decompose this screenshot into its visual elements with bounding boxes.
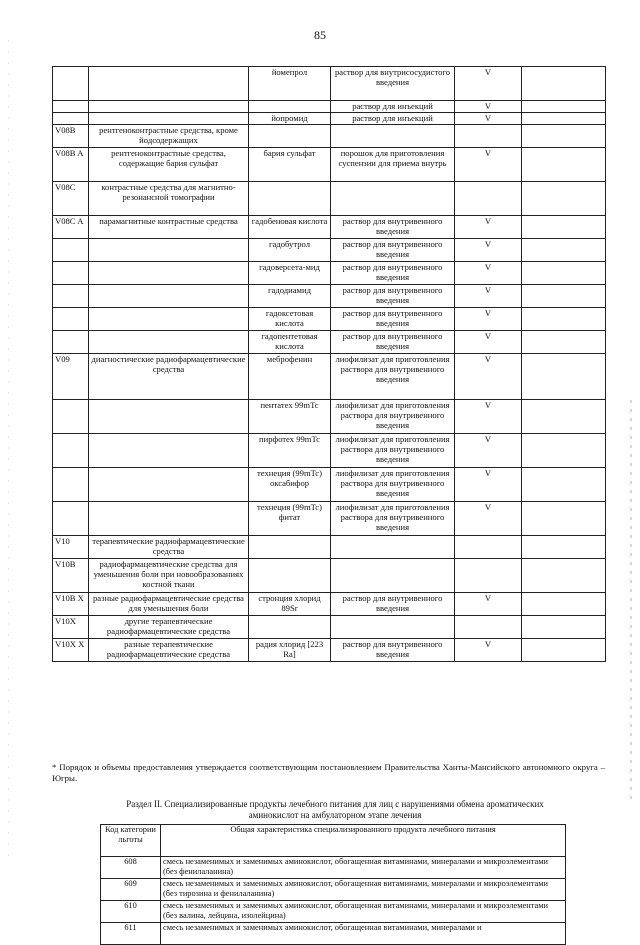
drug-name-cell: гадобеновая кислота bbox=[249, 216, 331, 239]
dosage-form-cell: раствор для инъекций bbox=[331, 113, 455, 125]
mark-cell: V bbox=[455, 593, 522, 616]
dosage-form-cell: порошок для приготовления суспензии для приема внутрь bbox=[331, 148, 455, 182]
dosage-form-cell bbox=[331, 559, 455, 593]
mark-cell: V bbox=[455, 468, 522, 502]
extra-cell bbox=[522, 639, 606, 662]
product-description-cell: смесь незаменимых и заменимых аминокислот, обогащенная витаминами, минералами и микроэлементами (без фенилаланина) bbox=[161, 857, 566, 879]
table-row bbox=[53, 593, 606, 616]
dosage-form-cell: раствор для внутривенного введения bbox=[331, 216, 455, 239]
extra-cell bbox=[522, 308, 606, 331]
group-name-cell: рентгеноконтрастные средства, кроме йодсодержащих bbox=[89, 125, 249, 148]
mark-cell: V bbox=[455, 67, 522, 101]
table-row bbox=[53, 559, 606, 593]
group-name-cell: разные терапевтические радиофармацевтические средства bbox=[89, 639, 249, 662]
mark-cell bbox=[455, 616, 522, 639]
mark-cell: V bbox=[455, 285, 522, 308]
mark-cell bbox=[455, 559, 522, 593]
drug-name-cell: йопромид bbox=[249, 113, 331, 125]
dosage-form-cell: раствор для внутривенного введения bbox=[331, 285, 455, 308]
atc-code-cell bbox=[53, 101, 89, 113]
mark-cell: V bbox=[455, 216, 522, 239]
table-row bbox=[53, 101, 606, 113]
table-row bbox=[53, 182, 606, 216]
product-description-cell: смесь незаменимых и заменимых аминокислот, обогащенная витаминами, минералами и микроэлементами (без валина, лейцина, изолейцина) bbox=[161, 901, 566, 923]
category-code-cell: 608 bbox=[101, 857, 161, 879]
dosage-form-cell: лиофилизат для приготовления раствора для внутривенного введения bbox=[331, 354, 455, 400]
dosage-form-cell: раствор для внутрисосудистого введения bbox=[331, 67, 455, 101]
header-description: Общая характеристика специализированного продукта лечебного питания bbox=[161, 825, 566, 857]
page-number: 85 bbox=[314, 28, 326, 42]
extra-cell bbox=[522, 285, 606, 308]
extra-cell bbox=[522, 400, 606, 434]
group-name-cell bbox=[89, 113, 249, 125]
table-row bbox=[53, 434, 606, 468]
extra-cell bbox=[522, 536, 606, 559]
dosage-form-cell: раствор для внутривенного введения bbox=[331, 593, 455, 616]
drug-name-cell: технеция (99mTc) фитат bbox=[249, 502, 331, 536]
atc-code-cell: V08B bbox=[53, 125, 89, 148]
mark-cell bbox=[455, 182, 522, 216]
table-row bbox=[53, 148, 606, 182]
atc-code-cell bbox=[53, 262, 89, 285]
mark-cell: V bbox=[455, 639, 522, 662]
extra-cell bbox=[522, 182, 606, 216]
group-name-cell: другие терапевтические радиофармацевтические средства bbox=[89, 616, 249, 639]
table-row bbox=[101, 857, 566, 879]
atc-code-cell bbox=[53, 308, 89, 331]
dosage-form-cell: раствор для внутривенного введения bbox=[331, 308, 455, 331]
extra-cell bbox=[522, 434, 606, 468]
table-row bbox=[101, 923, 566, 945]
scan-edge-right bbox=[630, 400, 632, 800]
mark-cell: V bbox=[455, 148, 522, 182]
group-name-cell bbox=[89, 308, 249, 331]
dosage-form-cell: лиофилизат для приготовления раствора для внутривенного введения bbox=[331, 400, 455, 434]
extra-cell bbox=[522, 67, 606, 101]
table-row bbox=[53, 308, 606, 331]
dosage-form-cell: раствор для инъекций bbox=[331, 101, 455, 113]
drug-name-cell: бария сульфат bbox=[249, 148, 331, 182]
drug-name-cell: гадодиамид bbox=[249, 285, 331, 308]
group-name-cell bbox=[89, 468, 249, 502]
drug-name-cell: технеция (99mTc) оксабифор bbox=[249, 468, 331, 502]
mark-cell: V bbox=[455, 101, 522, 113]
group-name-cell bbox=[89, 331, 249, 354]
group-name-cell bbox=[89, 502, 249, 536]
table-row bbox=[53, 216, 606, 239]
extra-cell bbox=[522, 468, 606, 502]
group-name-cell: терапевтические радиофармацевтические средства bbox=[89, 536, 249, 559]
extra-cell bbox=[522, 559, 606, 593]
atc-code-cell bbox=[53, 468, 89, 502]
table-row bbox=[53, 639, 606, 662]
dosage-form-cell: раствор для внутривенного введения bbox=[331, 262, 455, 285]
table-row bbox=[53, 331, 606, 354]
dosage-form-cell: лиофилизат для приготовления раствора для внутривенного введения bbox=[331, 434, 455, 468]
table-row bbox=[53, 285, 606, 308]
drug-name-cell: гадоверсета-мид bbox=[249, 262, 331, 285]
table-row bbox=[101, 901, 566, 923]
atc-code-cell: V10B X bbox=[53, 593, 89, 616]
atc-code-cell bbox=[53, 434, 89, 468]
extra-cell bbox=[522, 148, 606, 182]
group-name-cell bbox=[89, 239, 249, 262]
group-name-cell bbox=[89, 434, 249, 468]
food-table-header bbox=[101, 825, 566, 857]
drug-name-cell: гадоксетовая кислота bbox=[249, 308, 331, 331]
drug-name-cell: радия хлорид [223 Ra] bbox=[249, 639, 331, 662]
extra-cell bbox=[522, 125, 606, 148]
group-name-cell bbox=[89, 400, 249, 434]
dosage-form-cell bbox=[331, 125, 455, 148]
atc-code-cell bbox=[53, 400, 89, 434]
drug-name-cell bbox=[249, 559, 331, 593]
atc-code-cell bbox=[53, 331, 89, 354]
food-table bbox=[100, 824, 566, 945]
drug-table-body bbox=[53, 67, 606, 662]
group-name-cell bbox=[89, 262, 249, 285]
atc-code-cell: V08C bbox=[53, 182, 89, 216]
category-code-cell: 611 bbox=[101, 923, 161, 945]
table-row bbox=[53, 67, 606, 101]
mark-cell: V bbox=[455, 262, 522, 285]
dosage-form-cell: раствор для внутривенного введения bbox=[331, 639, 455, 662]
group-name-cell bbox=[89, 101, 249, 113]
table-row bbox=[53, 400, 606, 434]
atc-code-cell: V08B A bbox=[53, 148, 89, 182]
table-row bbox=[53, 502, 606, 536]
mark-cell bbox=[455, 125, 522, 148]
atc-code-cell: V10X X bbox=[53, 639, 89, 662]
table-row bbox=[53, 616, 606, 639]
atc-code-cell: V10B bbox=[53, 559, 89, 593]
mark-cell: V bbox=[455, 331, 522, 354]
drug-name-cell bbox=[249, 616, 331, 639]
table-row bbox=[53, 468, 606, 502]
extra-cell bbox=[522, 502, 606, 536]
product-description-cell: смесь незаменимых и заменимых аминокислот, обогащенная витаминами, минералами и микроэлементами (без тирозина и фенилаланина) bbox=[161, 879, 566, 901]
dosage-form-cell: лиофилизат для приготовления раствора для внутривенного введения bbox=[331, 502, 455, 536]
extra-cell bbox=[522, 101, 606, 113]
atc-code-cell bbox=[53, 239, 89, 262]
drug-name-cell: гадопентетовая кислота bbox=[249, 331, 331, 354]
group-name-cell: диагностические радиофармацевтические средства bbox=[89, 354, 249, 400]
mark-cell: V bbox=[455, 239, 522, 262]
group-name-cell: парамагнитные контрастные средства bbox=[89, 216, 249, 239]
dosage-form-cell: лиофилизат для приготовления раствора для внутривенного введения bbox=[331, 468, 455, 502]
drug-name-cell: меброфенин bbox=[249, 354, 331, 400]
drug-name-cell bbox=[249, 182, 331, 216]
group-name-cell: контрастные средства для магнитно-резонансной томографии bbox=[89, 182, 249, 216]
extra-cell bbox=[522, 113, 606, 125]
category-code-cell: 609 bbox=[101, 879, 161, 901]
drug-name-cell bbox=[249, 125, 331, 148]
drug-name-cell: йомепрол bbox=[249, 67, 331, 101]
group-name-cell: радиофармацевтические средства для уменьшения боли при новообразованиях костной ткани bbox=[89, 559, 249, 593]
extra-cell bbox=[522, 262, 606, 285]
food-table-body bbox=[101, 857, 566, 945]
header-code: Код категории льготы bbox=[101, 825, 161, 857]
drug-name-cell bbox=[249, 101, 331, 113]
dosage-form-cell: раствор для внутривенного введения bbox=[331, 239, 455, 262]
mark-cell: V bbox=[455, 400, 522, 434]
category-code-cell: 610 bbox=[101, 901, 161, 923]
dosage-form-cell bbox=[331, 182, 455, 216]
atc-code-cell: V10X bbox=[53, 616, 89, 639]
group-name-cell: рентгеноконтрастные средства, содержащие бария сульфат bbox=[89, 148, 249, 182]
drug-name-cell: пентатех 99mTc bbox=[249, 400, 331, 434]
product-description-cell: смесь незаменимых и заменимых аминокислот, обогащенная витаминами, минералами и bbox=[161, 923, 566, 945]
dosage-form-cell bbox=[331, 616, 455, 639]
dosage-form-cell bbox=[331, 536, 455, 559]
mark-cell bbox=[455, 536, 522, 559]
footnote: * Порядок и объемы предоставления утверждается соответствующим постановлением Правительства Ханты-Мансийского автономного округа – Югры. bbox=[52, 762, 605, 783]
drug-table bbox=[52, 66, 606, 662]
extra-cell bbox=[522, 331, 606, 354]
table-row bbox=[101, 879, 566, 901]
drug-name-cell bbox=[249, 536, 331, 559]
extra-cell bbox=[522, 593, 606, 616]
mark-cell: V bbox=[455, 308, 522, 331]
dosage-form-cell: раствор для внутривенного введения bbox=[331, 331, 455, 354]
table-row bbox=[53, 239, 606, 262]
table-row bbox=[53, 125, 606, 148]
mark-cell: V bbox=[455, 354, 522, 400]
scan-edge-left bbox=[8, 40, 9, 860]
atc-code-cell: V08C A bbox=[53, 216, 89, 239]
atc-code-cell bbox=[53, 113, 89, 125]
table-row bbox=[53, 113, 606, 125]
atc-code-cell bbox=[53, 285, 89, 308]
atc-code-cell: V09 bbox=[53, 354, 89, 400]
atc-code-cell: V10 bbox=[53, 536, 89, 559]
group-name-cell bbox=[89, 67, 249, 101]
section-title: Раздел II. Специализированные продукты лечебного питания для лиц с нарушениями обмена ароматических аминокислот на амбулаторном этапе лечения bbox=[126, 799, 544, 820]
mark-cell: V bbox=[455, 502, 522, 536]
extra-cell bbox=[522, 616, 606, 639]
extra-cell bbox=[522, 216, 606, 239]
extra-cell bbox=[522, 354, 606, 400]
atc-code-cell bbox=[53, 502, 89, 536]
table-row bbox=[53, 262, 606, 285]
mark-cell: V bbox=[455, 434, 522, 468]
table-row bbox=[53, 536, 606, 559]
mark-cell: V bbox=[455, 113, 522, 125]
drug-name-cell: гадобутрол bbox=[249, 239, 331, 262]
extra-cell bbox=[522, 239, 606, 262]
group-name-cell bbox=[89, 285, 249, 308]
drug-name-cell: пирфотех 99mTc bbox=[249, 434, 331, 468]
table-row bbox=[53, 354, 606, 400]
group-name-cell: разные радиофармацевтические средства для уменьшения боли bbox=[89, 593, 249, 616]
atc-code-cell bbox=[53, 67, 89, 101]
drug-name-cell: стронция хлорид 89Sr bbox=[249, 593, 331, 616]
